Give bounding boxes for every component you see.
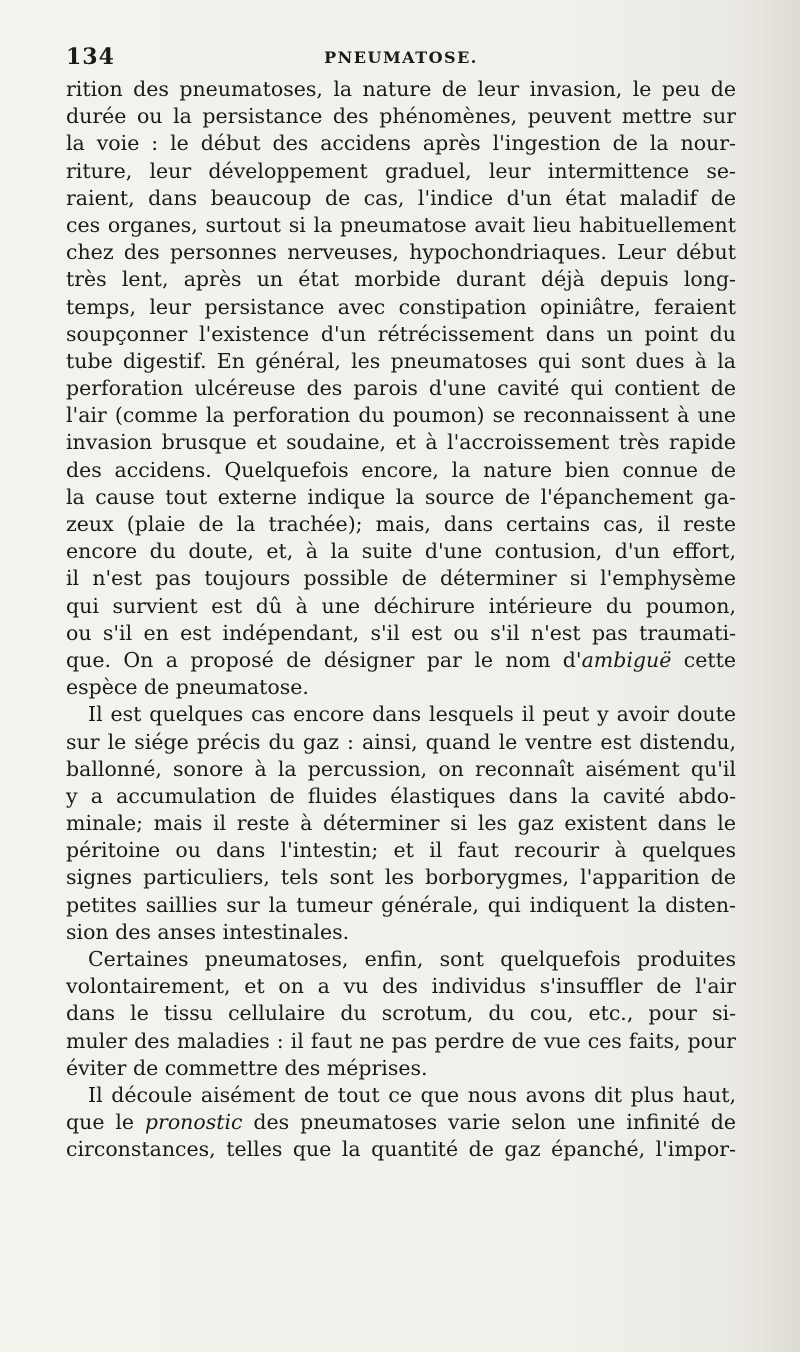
text-line: qui survient est dû à une déchirure intérieure du poumon, — [66, 593, 736, 618]
text-line: signes particuliers, tels sont les borborygmes, l'apparition de — [66, 865, 736, 890]
text-line: invasion brusque et soudaine, et à l'accroissement très rapide — [66, 430, 736, 455]
text-line: il n'est pas toujours possible de déterminer si l'emphysème — [66, 566, 736, 591]
text-line: ces organes, surtout si la pneumatose avait lieu habituellement — [66, 212, 736, 237]
text-line: riture, leur développement graduel, leur intermittence se- — [66, 158, 736, 183]
text-line: dans le tissu cellulaire du scrotum, du cou, etc., pour si- — [66, 1001, 736, 1026]
text-line: éviter de commettre des méprises. — [66, 1055, 428, 1080]
text-segment: cette — [671, 647, 736, 672]
text-line: tube digestif. En général, les pneumatoses qui sont dues à la — [66, 348, 736, 373]
text-line: sur le siége précis du gaz : ainsi, quand le ventre est distendu, — [66, 729, 736, 754]
text-line: Il découle aisément de tout ce que nous avons dit plus haut, — [88, 1082, 736, 1107]
text-line: Il est quelques cas encore dans lesquels il peut y avoir doute — [88, 702, 736, 727]
text-line: volontairement, et on a vu des individus s'insuffler de l'air — [66, 974, 736, 999]
text-segment: que. On a proposé de désigner par le nom d' — [66, 647, 582, 672]
body-text — [66, 76, 736, 1164]
running-head: PNEUMATOSE. — [324, 48, 478, 67]
text-line: Certaines pneumatoses, enfin, sont quelquefois produites — [88, 947, 736, 971]
text-line: zeux (plaie de la trachée); mais, dans certains cas, il reste — [66, 512, 736, 536]
text-line: la cause tout externe indique la source de l'épanchement ga- — [66, 484, 736, 509]
paragraph-1 — [66, 76, 736, 701]
text-line: rition des pneumatoses, la nature de leur invasion, le peu de — [66, 77, 736, 101]
text-line: muler des maladies : il faut ne pas perdre de vue ces faits, pour — [66, 1028, 736, 1053]
text-line: minale; mais il reste à déterminer si les gaz existent dans le — [66, 811, 736, 836]
text-line: soupçonner l'existence d'un rétrécissement dans un point du — [66, 321, 736, 346]
text-segment: que le — [66, 1110, 145, 1135]
text-line: petites saillies sur la tumeur générale, qui indiquent la disten- — [66, 892, 736, 917]
text-line: temps, leur persistance avec constipation opiniâtre, feraient — [66, 294, 736, 319]
text-segment: des pneumatoses varie selon une infinité de — [242, 1110, 736, 1135]
text-line: péritoine ou dans l'intestin; et il faut recourir à quelques — [66, 838, 736, 863]
text-line: très lent, après un état morbide durant déjà depuis long- — [66, 267, 736, 292]
text-line: raient, dans beaucoup de cas, l'indice d'un état maladif de — [66, 185, 736, 210]
paragraph-3 — [66, 946, 736, 1082]
text-line: y a accumulation de fluides élastiques dans la cavité abdo- — [66, 783, 736, 808]
text-line: sion des anses intestinales. — [66, 919, 350, 944]
text-line — [66, 647, 736, 674]
text-line: espèce de pneumatose. — [66, 675, 309, 700]
page-number: 134 — [66, 44, 115, 70]
text-line: perforation ulcéreuse des parois d'une cavité qui contient de — [66, 376, 736, 401]
paragraph-4 — [66, 1082, 736, 1164]
text-line — [66, 1109, 736, 1136]
italic-term: pronostic — [144, 1110, 243, 1135]
text-line: des accidens. Quelquefois encore, la nature bien connue de — [66, 457, 736, 482]
text-line: l'air (comme la perforation du poumon) se reconnaissent à une — [66, 403, 736, 428]
page-header — [66, 44, 736, 76]
text-line: encore du doute, et, à la suite d'une contusion, d'un effort, — [66, 539, 736, 564]
text-line: chez des personnes nerveuses, hypochondriaques. Leur début — [66, 240, 736, 265]
text-line: ballonné, sonore à la percussion, on reconnaît aisément qu'il — [66, 756, 736, 781]
text-line: durée ou la persistance des phénomènes, peuvent mettre sur — [66, 104, 736, 129]
italic-term: ambiguë — [581, 647, 672, 672]
text-line: circonstances, telles que la quantité de gaz épanché, l'impor- — [66, 1137, 736, 1162]
paragraph-2 — [66, 701, 736, 946]
text-line: ou s'il en est indépendant, s'il est ou s'il n'est pas traumati- — [66, 620, 736, 645]
text-line: la voie : le début des accidens après l'ingestion de la nour- — [66, 131, 736, 156]
